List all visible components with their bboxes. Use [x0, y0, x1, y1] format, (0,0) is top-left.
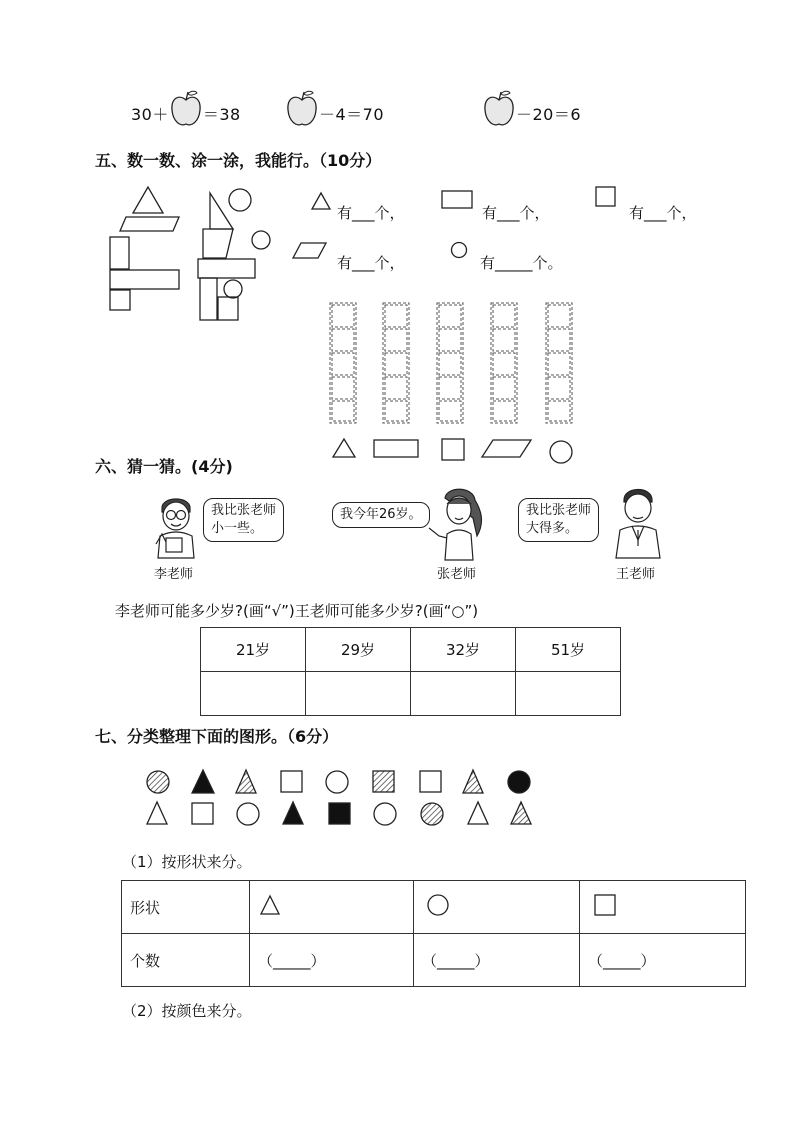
triangle-icon — [236, 770, 256, 793]
equation-1 — [131, 88, 241, 128]
circle-icon — [374, 803, 396, 825]
triangle-icon — [260, 894, 280, 916]
teacher-zhang-illustration — [425, 488, 487, 560]
teacher-li-illustration — [152, 494, 202, 558]
apple-icon[interactable] — [169, 90, 203, 128]
circle-icon — [508, 771, 530, 793]
row-header-shape: 形状 — [122, 881, 250, 934]
age-cell-29: 29岁 — [306, 628, 411, 672]
triangle-icon — [311, 192, 331, 210]
speech-bubble-wang: 我比张老师 大得多。 — [518, 498, 599, 542]
circle-icon — [550, 441, 572, 463]
square-icon — [420, 771, 441, 792]
count-parallelogram-text[interactable]: 有___个， — [337, 254, 405, 272]
triangle-icon — [463, 770, 483, 793]
rectangle-icon — [200, 278, 217, 320]
circle-icon — [421, 803, 443, 825]
rectangle-icon — [441, 190, 473, 210]
answer-cell[interactable] — [306, 672, 411, 716]
parallelogram-icon — [292, 242, 328, 260]
age-cell-21: 21岁 — [201, 628, 306, 672]
column-shape-labels — [330, 436, 580, 466]
section7-title: 七、分类整理下面的图形。（6分） — [95, 727, 339, 746]
speech-bubble-li: 我比张老师 小一些。 — [203, 498, 284, 542]
coloring-columns[interactable] — [325, 300, 585, 430]
circle-icon — [237, 803, 259, 825]
shapes-to-classify — [140, 766, 540, 832]
triangle-icon — [283, 802, 303, 824]
answer-cell[interactable] — [201, 672, 306, 716]
triangle-icon — [468, 802, 488, 824]
age-cell-51: 51岁 — [516, 628, 621, 672]
eq1-right: ＝38 — [202, 105, 241, 124]
answer-cell[interactable] — [411, 672, 516, 716]
triangle-icon — [333, 439, 355, 457]
teacher-wang-illustration — [612, 486, 664, 558]
square-icon — [373, 771, 394, 792]
count-blank-square[interactable]: （_____） — [580, 934, 746, 987]
count-rectangle-text[interactable]: 有___个， — [482, 204, 550, 222]
speech-bubble-zhang: 我今年26岁。 — [332, 502, 430, 528]
triangle-icon — [147, 802, 167, 824]
shape-count-table — [121, 880, 746, 987]
parallelogram-icon — [482, 440, 531, 457]
section5-title: 五、数一数、涂一涂，我能行。（10分） — [95, 151, 382, 170]
answer-cell[interactable] — [516, 672, 621, 716]
row-header-count: 个数 — [122, 934, 250, 987]
circle-icon — [224, 280, 242, 298]
count-blank-triangle[interactable]: （_____） — [250, 934, 414, 987]
triangle-icon — [511, 802, 531, 824]
square-icon — [218, 297, 238, 320]
teacher-zhang-name: 张老师 — [437, 567, 477, 582]
teacher-wang-name: 王老师 — [616, 567, 656, 582]
apple-icon[interactable] — [285, 90, 319, 128]
age-table — [200, 627, 621, 716]
circle-icon — [252, 231, 270, 249]
triangle-icon — [133, 187, 163, 213]
subquestion-2: （2）按颜色来分。 — [122, 1002, 252, 1020]
circle-icon — [229, 189, 251, 211]
eq3-right: －20＝6 — [516, 105, 582, 124]
square-icon — [110, 290, 130, 310]
square-icon — [329, 803, 350, 824]
count-blank-circle[interactable]: （_____） — [414, 934, 580, 987]
circle-icon — [426, 893, 450, 917]
circle-icon — [147, 771, 169, 793]
square-icon — [594, 894, 616, 916]
equation-2 — [285, 88, 384, 128]
apple-icon[interactable] — [482, 90, 516, 128]
square-icon — [442, 439, 464, 460]
square-icon — [281, 771, 302, 792]
square-icon — [595, 186, 617, 208]
count-square-text[interactable]: 有___个， — [629, 204, 697, 222]
parallelogram-icon — [120, 217, 179, 231]
age-cell-32: 32岁 — [411, 628, 516, 672]
parallelogram-icon — [203, 229, 233, 258]
circle-icon — [326, 771, 348, 793]
eq2-right: －4＝70 — [319, 105, 385, 124]
triangle-icon — [192, 770, 214, 793]
section6-title: 六、猜一猜。(4分) — [95, 457, 233, 476]
count-circle-text[interactable]: 有_____个。 — [480, 254, 563, 272]
count-triangle-text[interactable]: 有___个， — [337, 204, 405, 222]
stacked-shapes-figure — [105, 185, 285, 325]
square-icon — [192, 803, 213, 824]
equation-3 — [482, 88, 581, 128]
rectangle-icon — [198, 259, 255, 278]
rectangle-icon — [110, 270, 179, 289]
rectangle-icon — [374, 440, 418, 457]
subquestion-1: （1）按形状来分。 — [122, 853, 252, 871]
age-question: 李老师可能多少岁?(画“√”)王老师可能多少岁?(画“○”) — [115, 602, 479, 620]
rectangle-icon — [110, 237, 129, 269]
teacher-li-name: 李老师 — [154, 567, 194, 582]
eq1-left: 30＋ — [131, 105, 169, 124]
circle-icon — [450, 241, 468, 259]
